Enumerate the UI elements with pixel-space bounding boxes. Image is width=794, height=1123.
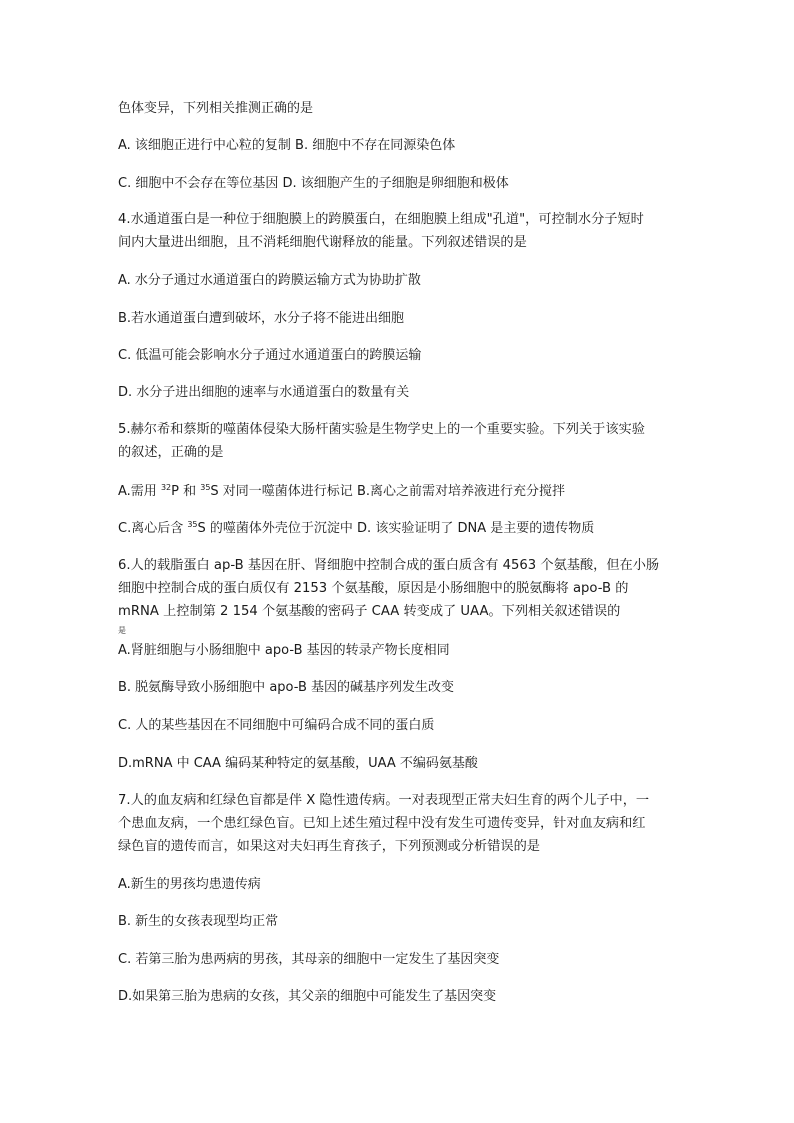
q3-options-ab: A. 该细胞正进行中心粒的复制 B. 细胞中不存在同源染色体 bbox=[118, 138, 456, 153]
q5-stem-line-2: 的叙述，正确的是 bbox=[118, 445, 224, 460]
q4-option-c: C. 低温可能会影响水分子通过水通道蛋白的跨膜运输 bbox=[118, 348, 422, 363]
q4-stem-line-1: 4.水通道蛋白是一种位于细胞膜上的跨膜蛋白，在细胞膜上组成"孔道"，可控制水分子短时 bbox=[118, 212, 644, 227]
q7-stem bbox=[118, 789, 678, 858]
q7-stem-line-3: 绿色盲的遗传而言，如果这对夫妇再生育孩子，下列预测或分析错误的是 bbox=[118, 839, 540, 854]
q3-options-cd: C. 细胞中不会存在等位基因 D. 该细胞产生的子细胞是卵细胞和极体 bbox=[118, 176, 509, 191]
q5-stem bbox=[118, 418, 678, 464]
q6-stem-line-3-text: mRNA 上控制第 2 154 个氨基酸的密码子 CAA 转变成了 UAA。下列相关叙述错误的 bbox=[118, 604, 621, 619]
q4-stem-line-2: 间内大量进出细胞，且不消耗细胞代谢释放的能量。下列叙述错误的是 bbox=[118, 235, 527, 250]
q5-options-cd bbox=[118, 521, 678, 537]
q3-stem-tail: 色体变异，下列相关推测正确的是 bbox=[118, 101, 314, 116]
q6-option-b: B. 脱氨酶导致小肠细胞中 apo-B 基因的碱基序列发生改变 bbox=[118, 680, 455, 695]
q6-stem-line-2: 细胞中控制合成的蛋白质仅有 2153 个氨基酸，原因是小肠细胞中的脱氨酶将 apo-B 的 bbox=[118, 581, 629, 596]
q6-stem bbox=[118, 554, 678, 646]
q5-options-ab bbox=[118, 484, 678, 500]
isotope-35-superscript: 35 bbox=[187, 520, 198, 529]
q5-options-ab-part-2: P 和 bbox=[171, 484, 201, 499]
q6-option-c: C. 人的某些基因在不同细胞中可编码合成不同的蛋白质 bbox=[118, 718, 435, 733]
q4-option-a: A. 水分子通过水通道蛋白的跨膜运输方式为协助扩散 bbox=[118, 273, 421, 288]
isotope-35-superscript: 35 bbox=[200, 483, 211, 492]
q7-stem-line-1: 7.人的血友病和红绿色盲都是伴 X 隐性遗传病。一对表现型正常夫妇生育的两个儿子中，一 bbox=[118, 793, 650, 808]
q7-option-c: C. 若第三胎为患两病的男孩，其母亲的细胞中一定发生了基因突变 bbox=[118, 952, 500, 967]
q6-option-a: A.肾脏细胞与小肠细胞中 apo-B 基因的转录产物长度相同 bbox=[118, 643, 450, 658]
q6-option-d: D.mRNA 中 CAA 编码某种特定的氨基酸，UAA 不编码氨基酸 bbox=[118, 756, 478, 771]
q7-option-d: D.如果第三胎为患病的女孩，其父亲的细胞中可能发生了基因突变 bbox=[118, 989, 497, 1004]
q7-option-b: B. 新生的女孩表现型均正常 bbox=[118, 914, 279, 929]
q6-stem-line-3-tail: 是 bbox=[118, 626, 126, 635]
q5-options-cd-part-2: S 的噬菌体外壳位于沉淀中 D. 该实验证明了 DNA 是主要的遗传物质 bbox=[197, 521, 595, 536]
q5-options-ab-part-3: S 对同一噬菌体进行标记 B.离心之前需对培养液进行充分搅拌 bbox=[210, 484, 565, 499]
q5-options-ab-part-1: A.需用 bbox=[118, 484, 161, 499]
q7-option-a: A.新生的男孩均患遗传病 bbox=[118, 877, 261, 892]
q5-options-cd-part-1: C.离心后含 bbox=[118, 521, 188, 536]
isotope-32-superscript: 32 bbox=[160, 483, 172, 492]
q4-option-d: D. 水分子进出细胞的速率与水通道蛋白的数量有关 bbox=[118, 385, 410, 400]
q6-stem-line-1: 6.人的载脂蛋白 ap-B 基因在肝、肾细胞中控制合成的蛋白质含有 4563 个氨基酸，但在小肠 bbox=[118, 558, 660, 573]
q5-stem-line-1: 5.赫尔希和蔡斯的噬菌体侵染大肠杆菌实验是生物学史上的一个重要实验。下列关于该实验 bbox=[118, 422, 645, 437]
q7-stem-line-2: 个患血友病，一个患红绿色盲。已知上述生殖过程中没有发生可遗传变异，针对血友病和红 bbox=[118, 816, 646, 831]
q4-option-b: B.若水通道蛋白遭到破坏，水分子将不能进出细胞 bbox=[118, 311, 405, 326]
q4-stem bbox=[118, 208, 678, 254]
q6-stem-line-3 bbox=[118, 600, 678, 646]
